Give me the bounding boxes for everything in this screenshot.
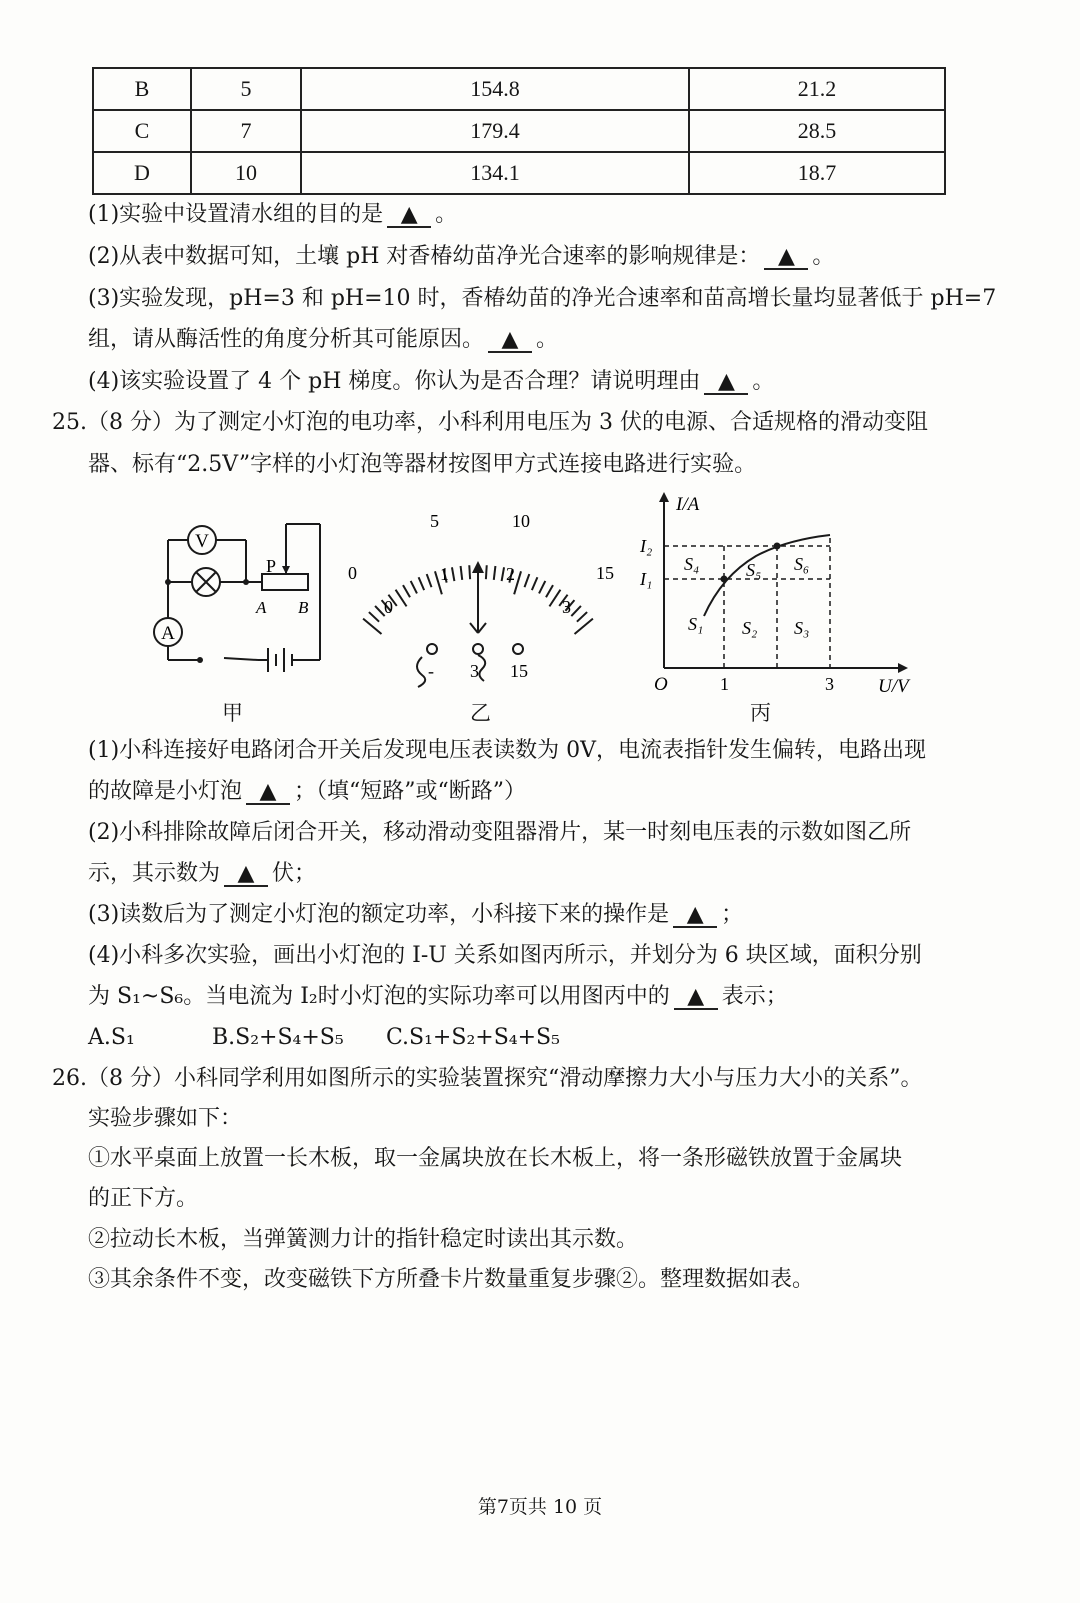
scale-tick: [411, 581, 417, 594]
q25-part4-line2: [88, 982, 788, 1012]
scale-label-bottom: 0: [384, 597, 393, 617]
answer-blank: ▲: [246, 781, 290, 805]
text: 。: [812, 244, 835, 269]
answer-blank: ▲: [764, 246, 808, 270]
scale-tick: [369, 612, 379, 622]
answer-blank: ▲: [224, 863, 268, 887]
scale-tick: [461, 566, 463, 580]
q25-part2-line2: [88, 859, 316, 889]
text: 伏；: [272, 861, 317, 886]
scale-tick: [546, 585, 553, 597]
area-label: S₁: [688, 614, 704, 634]
scale-tick: [469, 565, 470, 579]
area-label: S₃: [794, 618, 810, 638]
text: 组，请从酶活性的角度分析其可能原因。: [88, 327, 485, 352]
terminal-label: 3: [470, 661, 479, 681]
scale-tick: [525, 574, 530, 587]
scale-tick: [403, 585, 410, 597]
scale-label-top: 5: [430, 511, 439, 531]
q25-stem-line1: 25.（8 分）为了测定小灯泡的电功率，小科利用电压为 3 伏的电源、合适规格的滑动变阻: [52, 410, 928, 435]
answer-blank: ▲: [673, 904, 717, 928]
table-cell: 5: [191, 68, 301, 110]
scale-tick: [577, 612, 587, 622]
q24-part2: [88, 242, 834, 272]
table-cell: 134.1: [301, 152, 689, 194]
y-axis-label: I/A: [676, 494, 700, 515]
text: 。: [435, 202, 458, 227]
scale-label-top: 0: [348, 563, 357, 583]
voltmeter-dial: [340, 505, 625, 690]
ammeter-label: A: [161, 623, 175, 644]
q24-part3-line2: [88, 325, 558, 355]
terminal-icon: [473, 644, 483, 654]
table-cell: 10: [191, 152, 301, 194]
option-a: A.S₁: [88, 1025, 135, 1050]
text: (2)从表中数据可知，土壤 pH 对香椿幼苗净光合速率的影响规律是：: [88, 244, 761, 269]
x-tick-label: 3: [825, 674, 834, 694]
terminal-icon: [513, 644, 523, 654]
q24-part1: [88, 200, 457, 230]
scale-tick: [419, 577, 425, 590]
area-label: S₄: [684, 554, 700, 574]
y-tick-label: I₂: [640, 536, 653, 556]
table-cell: 154.8: [301, 68, 689, 110]
origin-label: O: [654, 674, 668, 695]
table-row: [93, 110, 945, 152]
scale-tick: [502, 567, 504, 581]
area-label: S₆: [794, 554, 810, 574]
answer-blank: ▲: [488, 329, 532, 353]
table-cell: C: [93, 110, 191, 152]
q26-stem-line1: 26.（8 分）小科同学利用如图所示的实验装置探究“滑动摩擦力大小与压力大小的关系”。: [52, 1066, 923, 1091]
iu-curve: [704, 535, 830, 616]
q26-step1-line2: 的正下方。: [88, 1186, 199, 1211]
scale-tick: [514, 571, 521, 594]
terminal-a-label: A: [256, 598, 267, 617]
text: 。: [752, 369, 775, 394]
q24-part4: [88, 367, 774, 397]
q25-part3: [88, 900, 743, 930]
q25-part1-line1: (1)小科连接好电路闭合开关后发现电压表读数为 0V，电流表指针发生偏转，电路出现: [88, 738, 927, 763]
scale-tick: [396, 590, 407, 607]
scale-tick: [494, 566, 496, 580]
data-table: [92, 67, 946, 195]
x-tick-label: 1: [720, 674, 729, 694]
answer-blank: ▲: [674, 986, 718, 1010]
text: 表示；: [721, 984, 788, 1009]
switch-icon: [197, 657, 203, 663]
scale-tick: [452, 567, 454, 581]
table-cell: 179.4: [301, 110, 689, 152]
q26-step3: ③其余条件不变，改变磁铁下方所叠卡片数量重复步骤②。整理数据如表。: [88, 1267, 815, 1292]
scale-tick: [539, 581, 545, 594]
option-b: B.S₂+S₄+S₅: [212, 1025, 344, 1050]
figure-caption-bing: 丙: [750, 701, 771, 725]
text: (1)实验中设置清水组的目的是: [88, 202, 384, 227]
area-label: S₅: [746, 560, 762, 580]
scale-label-bottom: 2: [506, 564, 515, 584]
q26-step2: ②拉动长木板，当弹簧测力计的指针稳定时读出其示数。: [88, 1227, 639, 1252]
table-cell: B: [93, 68, 191, 110]
scale-tick: [427, 574, 432, 587]
scale-label-top: 15: [596, 563, 614, 583]
terminal-label: -: [428, 661, 434, 681]
y-tick-label: I₁: [640, 569, 653, 589]
scale-tick: [532, 577, 538, 590]
voltmeter-label: V: [195, 531, 209, 552]
option-c: C.S₁+S₂+S₄+S₅: [386, 1025, 560, 1050]
figure-caption-jia: 甲: [222, 701, 243, 725]
terminal-b-label: B: [298, 598, 309, 617]
text: 。: [536, 327, 559, 352]
slider-label: P: [266, 556, 277, 576]
scale-tick: [571, 606, 581, 616]
scale-label-bottom: 1: [440, 564, 449, 584]
area-label: S₂: [742, 618, 758, 638]
q24-part3-line1: (3)实验发现，pH=3 和 pH=10 时，香椿幼苗的净光合速率和苗高增长量均显著低于 pH=7: [88, 286, 997, 311]
table-cell: 18.7: [689, 152, 945, 194]
x-axis-label: U/V: [878, 676, 909, 697]
text: 为 S₁~S₆。当电流为 I₂时小灯泡的实际功率可以用图丙中的: [88, 984, 670, 1009]
answer-blank: ▲: [704, 371, 748, 395]
q25-stem-line2: 器、标有“2.5V”字样的小灯泡等器材按图甲方式连接电路进行实验。: [88, 452, 757, 477]
figure-caption-yi: 乙: [470, 701, 491, 725]
q25-part4-line1: (4)小科多次实验，画出小灯泡的 I-U 关系如图丙所示，并划分为 6 块区域，面积分别: [88, 943, 922, 968]
text: ；: [721, 902, 744, 927]
circuit-diagram: [150, 520, 340, 680]
text: 示，其示数为: [88, 861, 221, 886]
q26-stem-line2: 实验步骤如下：: [88, 1106, 243, 1131]
iu-graph: [636, 488, 926, 698]
scale-tick: [549, 590, 560, 607]
scale-label-bottom: 3: [562, 597, 571, 617]
table-cell: D: [93, 152, 191, 194]
q25-part2-line1: (2)小科排除故障后闭合开关，移动滑动变阻器滑片，某一时刻电压表的示数如图乙所: [88, 820, 912, 845]
text: 的故障是小灯泡: [88, 779, 243, 804]
scale-label-top: 10: [512, 511, 530, 531]
q26-step1-line1: ①水平桌面上放置一长木板，取一金属块放在长木板上，将一条形磁铁放置于金属块: [88, 1146, 903, 1171]
table-cell: 28.5: [689, 110, 945, 152]
terminal-icon: [427, 644, 437, 654]
table-row: [93, 68, 945, 110]
page-footer: 第7页共 10 页: [477, 1496, 603, 1518]
table-cell: 21.2: [689, 68, 945, 110]
q25-part1-line2: [88, 777, 526, 807]
scale-tick: [486, 565, 487, 579]
text: ；（填“短路”或“断路”）: [294, 779, 527, 804]
table-row: [93, 152, 945, 194]
text: (3)读数后为了测定小灯泡的额定功率，小科接下来的操作是: [88, 902, 670, 927]
answer-blank: ▲: [387, 204, 431, 228]
table-cell: 7: [191, 110, 301, 152]
text: (4)该实验设置了 4 个 pH 梯度。你认为是否合理？请说明理由: [88, 369, 701, 394]
terminal-label: 15: [510, 661, 528, 681]
